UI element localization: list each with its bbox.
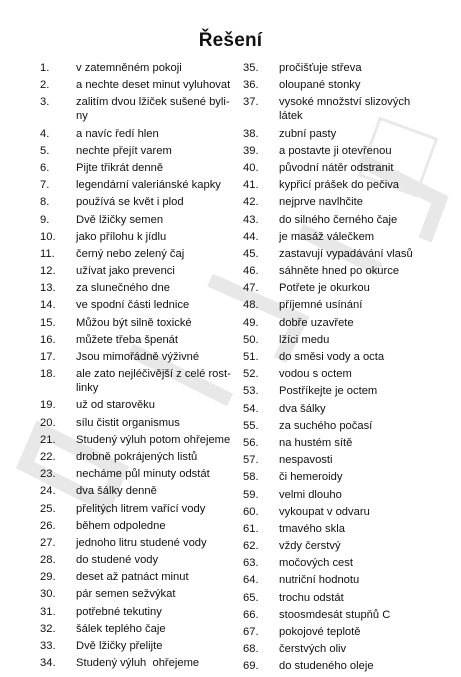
- solution-item: [243, 539, 443, 553]
- item-text: Pijte třikrát denně: [76, 161, 164, 174]
- solution-item: [243, 127, 443, 141]
- item-number: 42.: [243, 196, 259, 209]
- solution-item: [40, 298, 240, 312]
- item-number: 28.: [40, 554, 56, 567]
- item-number: 18.: [40, 368, 56, 381]
- item-number: 61.: [243, 522, 259, 535]
- item-text: nejprve navlhčite: [279, 196, 363, 209]
- item-text: a navíc ředí hlen: [76, 127, 159, 140]
- item-text: vykoupat v odvaru: [279, 505, 370, 518]
- solution-item: [243, 642, 443, 656]
- item-text: oloupané stonky: [279, 79, 361, 92]
- solution-item: [243, 316, 443, 330]
- item-number: 3.: [40, 96, 50, 109]
- item-text: potřebné tekutiny: [76, 605, 162, 618]
- item-number: 45.: [243, 247, 259, 260]
- item-text: lžíci medu: [279, 333, 330, 346]
- item-number: 53.: [243, 385, 259, 398]
- solution-item: [243, 453, 443, 467]
- item-number: 49.: [243, 316, 259, 329]
- item-number: 6.: [40, 161, 50, 174]
- item-text: Postříkejte je octem: [279, 385, 378, 398]
- solution-item: [40, 144, 240, 158]
- item-text: zubní pasty: [279, 127, 337, 140]
- solution-item: [40, 605, 240, 619]
- item-text: stoosmdesát stupňů C: [279, 608, 391, 621]
- item-number: 50.: [243, 333, 259, 346]
- item-text: velmi dlouho: [279, 488, 342, 501]
- solution-item: [243, 488, 443, 502]
- item-text: Dvě lžičky přelijte: [76, 640, 163, 652]
- item-text: vždy čerstvý: [279, 540, 341, 553]
- item-number: 60.: [243, 505, 259, 518]
- solution-item: [40, 281, 240, 295]
- item-text: Studený výluh potom ohřejeme: [76, 433, 231, 446]
- item-text: už od starověku: [76, 399, 155, 412]
- page-title: Řešení: [198, 30, 263, 51]
- item-number: 17.: [40, 351, 56, 363]
- item-text: do směsi vody a octa: [279, 351, 385, 363]
- item-text: pár semen sežvýkat: [76, 588, 176, 601]
- solution-item: [243, 556, 443, 570]
- item-number: 38.: [243, 127, 259, 140]
- solution-item: [243, 298, 443, 312]
- item-text: sáhněte hned po okurce: [279, 265, 400, 278]
- item-number: 48.: [243, 299, 259, 312]
- solution-item: [40, 553, 240, 567]
- solution-item: [40, 484, 240, 498]
- solution-item: [40, 622, 240, 636]
- item-number: 64.: [243, 574, 259, 587]
- solution-item: [40, 536, 240, 550]
- solution-item: [40, 264, 240, 278]
- item-number: 9.: [40, 213, 50, 226]
- solution-item: [40, 467, 240, 481]
- item-number: 35.: [243, 62, 259, 74]
- item-number: 66.: [243, 608, 259, 621]
- solution-item: [243, 608, 443, 622]
- item-text: jednoho litru studené vody: [76, 536, 207, 549]
- item-text: nutriční hodnotu: [279, 574, 360, 587]
- item-text: zalitím dvou lžiček sušené byli- ny: [76, 96, 230, 123]
- item-text: Dvě lžičky semen: [76, 213, 164, 226]
- item-number: 31.: [40, 605, 56, 618]
- item-number: 41.: [243, 179, 259, 192]
- item-number: 55.: [243, 419, 259, 432]
- solution-item: [243, 625, 443, 639]
- item-text: legendární valeriánské kapky: [76, 179, 221, 192]
- solution-item: [243, 144, 443, 158]
- item-number: 44.: [243, 230, 259, 243]
- item-number: 58.: [243, 471, 259, 484]
- item-number: 56.: [243, 436, 259, 449]
- item-text: či hemeroidy: [279, 471, 343, 484]
- solution-item: [40, 502, 240, 516]
- solution-item: [243, 350, 443, 364]
- solution-item: [40, 519, 240, 533]
- solution-item: [243, 522, 443, 536]
- item-number: 15.: [40, 316, 56, 329]
- item-text: sílu čistit organismus: [76, 416, 180, 429]
- solution-item: [243, 573, 443, 587]
- item-number: 27.: [40, 536, 56, 549]
- item-text: původní nátěr odstranit: [279, 161, 394, 174]
- solution-item: [40, 570, 240, 584]
- item-text: černý nebo zelený čaj: [76, 247, 185, 260]
- item-number: 51.: [243, 351, 259, 363]
- item-number: 69.: [243, 660, 259, 673]
- item-text: vodou s octem: [279, 368, 352, 381]
- item-number: 67.: [243, 626, 259, 638]
- item-text: nechte přejít varem: [76, 144, 172, 157]
- item-text: na hustém sítě: [279, 436, 353, 449]
- solution-item: [243, 61, 443, 75]
- solution-item: [243, 195, 443, 209]
- solution-item: [40, 78, 240, 92]
- item-text: je masáž válečkem: [279, 230, 375, 243]
- solution-item: [40, 367, 240, 395]
- solution-item: [40, 61, 240, 75]
- solution-item: [243, 367, 443, 381]
- item-number: 21.: [40, 433, 56, 446]
- item-number: 14.: [40, 299, 56, 312]
- item-number: 62.: [243, 540, 259, 553]
- item-text: jako přílohu k jídlu: [76, 230, 167, 243]
- item-text: Potřete je okurkou: [279, 282, 370, 295]
- item-number: 10.: [40, 230, 56, 243]
- item-text: do silného černého čaje: [279, 213, 398, 226]
- item-number: 7.: [40, 179, 50, 192]
- item-text: užívat jako prevenci: [76, 265, 175, 278]
- item-text: přelitých litrem vařící vody: [76, 502, 206, 515]
- solution-item: [243, 384, 443, 398]
- item-text: za slunečného dne: [76, 282, 170, 295]
- solution-item: [243, 247, 443, 261]
- item-text: necháme půl minuty odstát: [76, 468, 210, 481]
- item-text: nespavosti: [279, 454, 333, 467]
- item-text: dobře uzavřete: [279, 316, 354, 329]
- item-text: do studeného oleje: [279, 660, 374, 673]
- item-number: 34.: [40, 657, 56, 670]
- solution-item: [40, 230, 240, 244]
- solution-item: [40, 350, 240, 364]
- item-text: ve spodní části lednice: [76, 299, 190, 312]
- item-number: 40.: [243, 161, 259, 174]
- item-text: trochu odstát: [279, 591, 344, 604]
- item-text: dva šálky denně: [76, 485, 157, 498]
- item-text: pročišťuje střeva: [279, 62, 362, 74]
- solution-item: [243, 95, 443, 123]
- solution-item: [243, 161, 443, 175]
- solutions-column-right: [243, 61, 443, 677]
- item-text: kypřicí prášek do pečiva: [279, 179, 400, 192]
- item-number: 24.: [40, 485, 56, 498]
- solution-item: [40, 95, 240, 123]
- item-number: 8.: [40, 196, 50, 209]
- item-number: 19.: [40, 399, 56, 412]
- item-number: 68.: [243, 643, 259, 656]
- solution-item: [243, 659, 443, 673]
- solution-item: [243, 591, 443, 605]
- item-number: 20.: [40, 416, 56, 429]
- solution-item: [243, 230, 443, 244]
- solution-item: [243, 178, 443, 192]
- item-text: drobně pokrájených listů: [76, 450, 198, 463]
- item-number: 47.: [243, 282, 259, 295]
- solution-item: [243, 470, 443, 484]
- solution-item: [40, 127, 240, 141]
- item-number: 12.: [40, 265, 56, 278]
- solution-item: [40, 450, 240, 464]
- solution-item: [243, 402, 443, 416]
- item-number: 36.: [243, 79, 259, 92]
- item-number: 63.: [243, 557, 259, 570]
- item-number: 43.: [243, 213, 259, 226]
- solution-item: [40, 333, 240, 347]
- solution-item: [243, 78, 443, 92]
- item-number: 16.: [40, 333, 56, 346]
- solution-item: [40, 398, 240, 412]
- item-number: 46.: [243, 265, 259, 278]
- item-number: 25.: [40, 502, 56, 515]
- item-number: 52.: [243, 368, 259, 381]
- item-number: 32.: [40, 622, 56, 635]
- solution-item: [243, 281, 443, 295]
- item-text: za suchého počasí: [279, 419, 373, 432]
- solution-item: [40, 656, 240, 670]
- item-text: příjemné usínání: [279, 299, 363, 312]
- solution-item: [40, 587, 240, 601]
- solution-item: [40, 639, 240, 653]
- item-number: 39.: [243, 144, 259, 157]
- solution-item: [40, 433, 240, 447]
- solution-item: [40, 316, 240, 330]
- solution-item: [243, 264, 443, 278]
- solution-item: [243, 436, 443, 450]
- item-number: 2.: [40, 79, 50, 92]
- solution-item: [40, 247, 240, 261]
- item-text: a nechte deset minut vyluhovat: [76, 79, 231, 92]
- item-number: 37.: [243, 96, 259, 109]
- item-number: 11.: [40, 247, 55, 260]
- item-number: 1.: [40, 62, 50, 74]
- item-number: 4.: [40, 127, 50, 140]
- item-text: během odpoledne: [76, 519, 166, 532]
- item-text: vysoké množství slizových látek: [279, 96, 411, 123]
- item-number: 23.: [40, 468, 56, 481]
- item-text: tmavého skla: [279, 522, 345, 535]
- item-text: deset až patnáct minut: [76, 571, 189, 584]
- item-number: 57.: [243, 454, 259, 467]
- solution-item: [40, 213, 240, 227]
- item-text: Studený výluh ohřejeme: [76, 657, 200, 670]
- solution-item: [40, 416, 240, 430]
- item-number: 33.: [40, 640, 56, 652]
- item-number: 26.: [40, 519, 56, 532]
- item-text: v zatemněném pokoji: [76, 62, 182, 74]
- item-text: můžete třeba špenát: [76, 333, 178, 346]
- item-number: 30.: [40, 588, 56, 601]
- item-number: 5.: [40, 144, 50, 157]
- item-number: 29.: [40, 571, 56, 584]
- item-text: a postavte ji otevřenou: [279, 144, 392, 157]
- item-text: čerstvých oliv: [279, 643, 347, 656]
- item-number: 13.: [40, 282, 56, 295]
- solution-item: [40, 195, 240, 209]
- item-number: 59.: [243, 488, 259, 501]
- item-number: 65.: [243, 591, 259, 604]
- solution-item: [243, 419, 443, 433]
- item-text: dva šálky: [279, 402, 326, 415]
- solutions-column-left: [40, 61, 240, 673]
- item-number: 22.: [40, 450, 56, 463]
- solution-item: [40, 178, 240, 192]
- solution-item: [243, 333, 443, 347]
- item-text: používá se květ i plod: [76, 196, 184, 209]
- item-text: Jsou mimořádně výživné: [76, 351, 200, 363]
- solution-item: [243, 505, 443, 519]
- item-text: zastavují vypadávání vlasů: [279, 247, 413, 260]
- item-text: pokojové teplotě: [279, 626, 361, 638]
- solution-item: [40, 161, 240, 175]
- solution-item: [243, 213, 443, 227]
- item-text: šálek teplého čaje: [76, 622, 166, 635]
- item-text: do studené vody: [76, 554, 159, 567]
- item-text: ale zato nejléčivější z celé rost- linky: [76, 368, 231, 395]
- item-text: Můžou být silně toxické: [76, 316, 192, 329]
- item-number: 54.: [243, 402, 259, 415]
- item-text: močových cest: [279, 557, 353, 570]
